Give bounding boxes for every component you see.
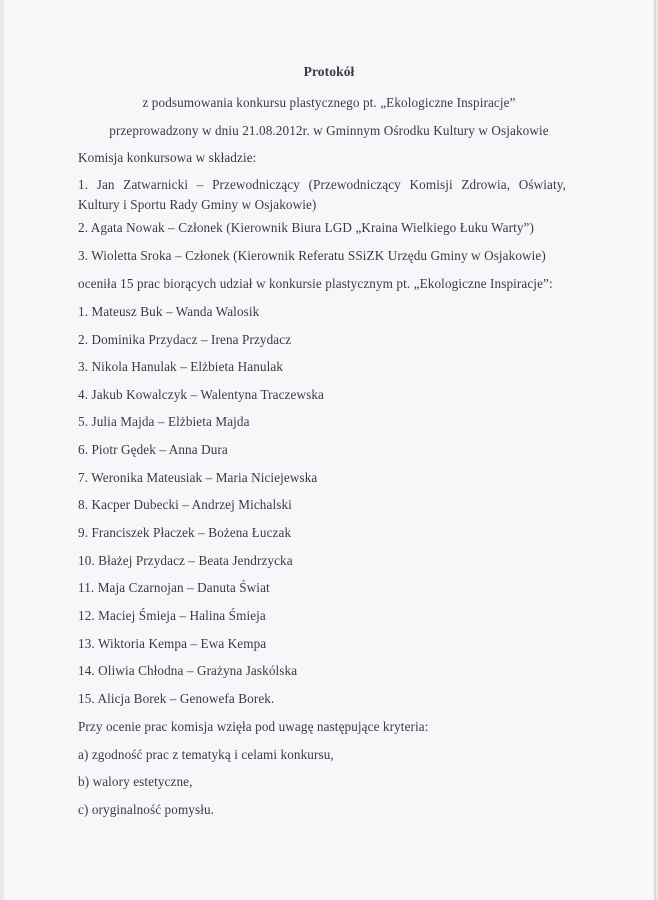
criteria-item: a) zgodność prac z tematyką i celami konkursu, <box>78 747 334 762</box>
list-item: 13. Wiktoria Kempa – Ewa Kempa <box>78 636 267 651</box>
list-item: 11. Maja Czarnojan – Danuta Świat <box>78 580 270 595</box>
list-item: 4. Jakub Kowalczyk – Walentyna Traczewska <box>78 387 324 402</box>
list-item: 5. Julia Majda – Elżbieta Majda <box>78 414 250 429</box>
list-item: 2. Dominika Przydacz – Irena Przydacz <box>78 332 292 347</box>
document-title: Protokół <box>303 64 355 79</box>
list-item: 7. Weronika Mateusiak – Maria Niciejewska <box>78 470 318 485</box>
document-page <box>4 0 654 900</box>
conducted-line: przeprowadzony w dniu 21.08.2012r. w Gminnym Ośrodku Kultury w Osjakowie <box>109 123 549 138</box>
list-item: 15. Alicja Borek – Genowefa Borek. <box>78 691 275 706</box>
criteria-heading: Przy ocenie prac komisja wzięła pod uwagę następujące kryteria: <box>78 719 429 734</box>
list-item: 8. Kacper Dubecki – Andrzej Michalski <box>78 497 292 512</box>
document-subtitle: z podsumowania konkursu plastycznego pt. „Ekologiczne Inspiracje” <box>142 95 516 110</box>
list-item: 1. Mateusz Buk – Wanda Walosik <box>78 304 260 319</box>
list-item: 9. Franciszek Płaczek – Bożena Łuczak <box>78 525 292 540</box>
committee-heading: Komisja konkursowa w składzie: <box>78 150 257 165</box>
committee-member-3: 3. Wioletta Sroka – Członek (Kierownik Referatu SSiZK Urzędu Gminy w Osjakowie) <box>78 248 546 263</box>
list-item: 6. Piotr Gędek – Anna Dura <box>78 442 228 457</box>
committee-member-1: 1. Jan Zatwarnicki – Przewodniczący (Przewodniczący Komisji Zdrowia, Oświaty, Kultury i Sportu Rady Gminy w Osjakowie) <box>78 177 566 212</box>
criteria-item: b) walory estetyczne, <box>78 774 193 789</box>
list-item: 12. Maciej Śmieja – Halina Śmieja <box>78 608 266 623</box>
criteria-item: c) oryginalność pomysłu. <box>78 802 215 817</box>
list-item: 3. Nikola Hanulak – Elżbieta Hanulak <box>78 359 284 374</box>
list-item: 10. Błażej Przydacz – Beata Jendrzycka <box>78 553 293 568</box>
committee-member-2: 2. Agata Nowak – Członek (Kierownik Biura LGD „Kraina Wielkiego Łuku Warty”) <box>78 220 534 235</box>
evaluated-line: oceniła 15 prac biorących udział w konkursie plastycznym pt. „Ekologiczne Inspiracje”: <box>78 276 553 291</box>
list-item: 14. Oliwia Chłodna – Grażyna Jaskólska <box>78 663 298 678</box>
